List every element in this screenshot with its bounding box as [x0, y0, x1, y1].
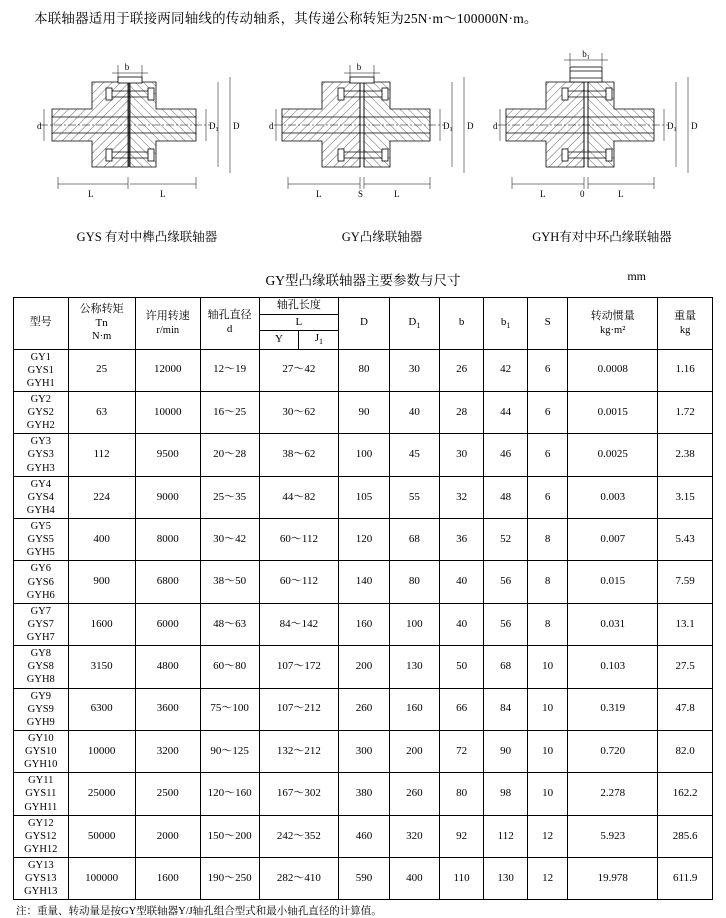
th-model: 型号 [14, 297, 69, 349]
figure-gy-label-L2: L [394, 188, 400, 199]
figure-gy-label-L1: L [316, 188, 322, 199]
cell-weight: 27.5 [658, 646, 713, 688]
cell-b: 26 [440, 349, 484, 391]
cell-model: GY9 GYS9 GYH9 [14, 688, 69, 730]
cell-b: 36 [440, 519, 484, 561]
th-inertia: 转动惯量 kg·m² [568, 297, 658, 349]
cell-torque: 3150 [68, 646, 135, 688]
cell-speed: 3600 [135, 688, 200, 730]
figure-gys-svg [30, 37, 258, 223]
cell-weight: 611.9 [658, 858, 713, 900]
cell-S: 12 [528, 815, 568, 857]
cell-torque: 100000 [68, 858, 135, 900]
figure-gys-caption: GYS 有对中榫凸缘联轴器 [76, 229, 218, 244]
figure-gyh-caption: GYH有对中环凸缘联轴器 [532, 229, 672, 244]
figure-gys-label-L2: L [160, 188, 166, 199]
cell-torque: 63 [68, 391, 135, 433]
cell-S: 6 [528, 476, 568, 518]
cell-weight: 285.6 [658, 815, 713, 857]
cell-D: 200 [339, 646, 389, 688]
table-row [14, 646, 713, 688]
cell-bore-len: 107～172 [259, 646, 339, 688]
intro-paragraph: 本联轴器适用于联接两同轴线的传动轴系，其传递公称转矩为25N·m～100000N·m。 [34, 11, 538, 26]
cell-model: GY8 GYS8 GYH8 [14, 646, 69, 688]
cell-inertia: 0.0025 [568, 434, 658, 476]
cell-bore-dia: 60～80 [200, 646, 259, 688]
th-S: S [528, 297, 568, 349]
table-row [14, 688, 713, 730]
cell-speed: 12000 [135, 349, 200, 391]
cell-bore-dia: 30～42 [200, 519, 259, 561]
figure-gy [268, 37, 496, 223]
cell-bore-dia: 75～100 [200, 688, 259, 730]
cell-D: 140 [339, 561, 389, 603]
cell-bore-len: 44～82 [259, 476, 339, 518]
cell-bore-len: 84～142 [259, 603, 339, 645]
cell-model: GY4 GYS4 GYH4 [14, 476, 69, 518]
cell-speed: 9500 [135, 434, 200, 476]
table-row [14, 815, 713, 857]
cell-model: GY7 GYS7 GYH7 [14, 603, 69, 645]
cell-bore-len: 282～410 [259, 858, 339, 900]
th-torque: 公称转矩 Tn N·m [68, 297, 135, 349]
cell-b: 110 [440, 858, 484, 900]
cell-bore-len: 107～212 [259, 688, 339, 730]
cell-bore-dia: 90～125 [200, 730, 259, 772]
cell-D1: 30 [389, 349, 439, 391]
cell-inertia: 0.031 [568, 603, 658, 645]
parameters-table [13, 297, 713, 901]
cell-S: 10 [528, 773, 568, 815]
cell-weight: 47.8 [658, 688, 713, 730]
figure-gyh-svg [492, 37, 720, 223]
cell-D1: 130 [389, 646, 439, 688]
cell-inertia: 0.015 [568, 561, 658, 603]
cell-b1: 56 [484, 603, 528, 645]
cell-bore-len: 167～302 [259, 773, 339, 815]
cell-bore-dia: 38～50 [200, 561, 259, 603]
cell-bore-dia: 16～25 [200, 391, 259, 433]
table-row [14, 561, 713, 603]
cell-model: GY10 GYS10 GYH10 [14, 730, 69, 772]
figure-gy-svg [268, 37, 496, 223]
cell-S: 8 [528, 561, 568, 603]
figure-gy-label-D: D [467, 120, 474, 131]
cell-model: GY11 GYS11 GYH11 [14, 773, 69, 815]
cell-bore-dia: 25～35 [200, 476, 259, 518]
cell-inertia: 0.319 [568, 688, 658, 730]
cell-inertia: 0.003 [568, 476, 658, 518]
cell-b1: 130 [484, 858, 528, 900]
cell-D1: 260 [389, 773, 439, 815]
cell-D1: 200 [389, 730, 439, 772]
cell-bore-dia: 190～250 [200, 858, 259, 900]
cell-b1: 42 [484, 349, 528, 391]
cell-b1: 52 [484, 519, 528, 561]
cell-b: 28 [440, 391, 484, 433]
figure-gys-label-D: D [233, 120, 240, 131]
cell-weight: 162.2 [658, 773, 713, 815]
cell-torque: 400 [68, 519, 135, 561]
cell-bore-dia: 48～63 [200, 603, 259, 645]
th-weight: 重量 kg [658, 297, 713, 349]
cell-b1: 84 [484, 688, 528, 730]
table-title: GY型凸缘联轴器主要参数与尺寸 [265, 272, 461, 288]
cell-b: 40 [440, 603, 484, 645]
cell-model: GY3 GYS3 GYH3 [14, 434, 69, 476]
cell-speed: 6800 [135, 561, 200, 603]
cell-model: GY6 GYS6 GYH6 [14, 561, 69, 603]
cell-bore-dia: 20～28 [200, 434, 259, 476]
figure-gys-label-d: d [37, 120, 42, 131]
cell-torque: 1600 [68, 603, 135, 645]
cell-inertia: 0.0015 [568, 391, 658, 433]
cell-weight: 82.0 [658, 730, 713, 772]
cell-bore-dia: 150～200 [200, 815, 259, 857]
cell-torque: 25 [68, 349, 135, 391]
cell-inertia: 19.978 [568, 858, 658, 900]
cell-b1: 112 [484, 815, 528, 857]
cell-bore-len: 38～62 [259, 434, 339, 476]
cell-b: 50 [440, 646, 484, 688]
cell-b: 32 [440, 476, 484, 518]
cell-D: 380 [339, 773, 389, 815]
cell-S: 6 [528, 434, 568, 476]
th-D: D [339, 297, 389, 349]
cell-bore-len: 60～112 [259, 561, 339, 603]
cell-D: 590 [339, 858, 389, 900]
cell-inertia: 0.103 [568, 646, 658, 688]
figure-gyh [492, 37, 720, 223]
cell-model: GY12 GYS12 GYH12 [14, 815, 69, 857]
cell-speed: 6000 [135, 603, 200, 645]
cell-torque: 224 [68, 476, 135, 518]
cell-speed: 1600 [135, 858, 200, 900]
cell-inertia: 0.720 [568, 730, 658, 772]
cell-bore-len: 60～112 [259, 519, 339, 561]
cell-weight: 3.15 [658, 476, 713, 518]
figure-gyh-label-L1: L [540, 188, 546, 199]
cell-torque: 6300 [68, 688, 135, 730]
table-row [14, 603, 713, 645]
cell-model: GY5 GYS5 GYH5 [14, 519, 69, 561]
table-row [14, 773, 713, 815]
cell-D: 100 [339, 434, 389, 476]
cell-b: 92 [440, 815, 484, 857]
cell-D1: 55 [389, 476, 439, 518]
table-row [14, 519, 713, 561]
cell-D1: 68 [389, 519, 439, 561]
figure-gyh-label-b1: $b_1$ [582, 48, 590, 61]
figure-gy-caption: GY凸缘联轴器 [341, 229, 423, 244]
th-bore-len: 轴孔长度 [259, 297, 339, 314]
figure-gyh-label-D1: $D_1$ [667, 120, 677, 133]
cell-D: 90 [339, 391, 389, 433]
cell-D: 120 [339, 519, 389, 561]
cell-b: 30 [440, 434, 484, 476]
th-bore-len-Y: Y [259, 331, 299, 349]
cell-model: GY2 GYS2 GYH2 [14, 391, 69, 433]
cell-D: 260 [339, 688, 389, 730]
cell-S: 8 [528, 603, 568, 645]
cell-speed: 4800 [135, 646, 200, 688]
cell-S: 10 [528, 688, 568, 730]
th-b1: $b_1$ [484, 297, 528, 349]
figure-gy-label-d: d [269, 120, 274, 131]
figure-gys-label-L1: L [88, 188, 94, 199]
th-bore-len-sym: L [259, 314, 339, 331]
cell-S: 8 [528, 519, 568, 561]
cell-b: 66 [440, 688, 484, 730]
cell-model: GY13 GYS13 GYH13 [14, 858, 69, 900]
cell-weight: 1.16 [658, 349, 713, 391]
cell-D: 105 [339, 476, 389, 518]
cell-bore-len: 242～352 [259, 815, 339, 857]
cell-D1: 80 [389, 561, 439, 603]
cell-weight: 13.1 [658, 603, 713, 645]
cell-speed: 3200 [135, 730, 200, 772]
cell-speed: 10000 [135, 391, 200, 433]
cell-D1: 320 [389, 815, 439, 857]
cell-torque: 900 [68, 561, 135, 603]
table-row [14, 858, 713, 900]
figure-gys-label-b: b [124, 61, 130, 72]
cell-b1: 46 [484, 434, 528, 476]
cell-speed: 9000 [135, 476, 200, 518]
cell-D: 80 [339, 349, 389, 391]
cell-bore-dia: 120～160 [200, 773, 259, 815]
cell-inertia: 2.278 [568, 773, 658, 815]
cell-torque: 10000 [68, 730, 135, 772]
cell-speed: 2000 [135, 815, 200, 857]
table-row [14, 391, 713, 433]
cell-model: GY1 GYS1 GYH1 [14, 349, 69, 391]
table-row [14, 476, 713, 518]
cell-weight: 7.59 [658, 561, 713, 603]
cell-weight: 2.38 [658, 434, 713, 476]
cell-inertia: 5.923 [568, 815, 658, 857]
cell-D1: 400 [389, 858, 439, 900]
cell-S: 10 [528, 730, 568, 772]
th-bore-len-J1: $J_1$ [299, 331, 339, 349]
cell-b: 80 [440, 773, 484, 815]
cell-b1: 48 [484, 476, 528, 518]
table-row [14, 434, 713, 476]
table-row [14, 349, 713, 391]
figure-gy-label-S: S [358, 188, 364, 199]
figure-gy-label-b: b [356, 61, 362, 72]
cell-torque: 50000 [68, 815, 135, 857]
cell-weight: 5.43 [658, 519, 713, 561]
table-body [14, 349, 713, 900]
cell-S: 6 [528, 391, 568, 433]
figure-gyh-label-D: D [691, 120, 698, 131]
cell-b1: 90 [484, 730, 528, 772]
cell-S: 12 [528, 858, 568, 900]
cell-speed: 2500 [135, 773, 200, 815]
table-header-row-1 [14, 297, 713, 314]
th-b: b [440, 297, 484, 349]
cell-b1: 68 [484, 646, 528, 688]
cell-D: 300 [339, 730, 389, 772]
cell-D1: 160 [389, 688, 439, 730]
cell-bore-len: 30～62 [259, 391, 339, 433]
figure-captions [12, 227, 714, 255]
cell-b: 72 [440, 730, 484, 772]
cell-speed: 8000 [135, 519, 200, 561]
cell-b1: 44 [484, 391, 528, 433]
th-D1: $D_1$ [389, 297, 439, 349]
table-title-row [12, 269, 714, 289]
figure-gy-label-D1: $D_1$ [443, 120, 453, 133]
cell-D1: 45 [389, 434, 439, 476]
th-bore-dia: 轴孔直径 d [200, 297, 259, 349]
cell-bore-dia: 12～19 [200, 349, 259, 391]
th-speed: 许用转速 r/min [135, 297, 200, 349]
cell-bore-len: 27～42 [259, 349, 339, 391]
figure-gyh-label-ring: 0 [580, 188, 585, 199]
figure-group [12, 37, 714, 227]
cell-b1: 56 [484, 561, 528, 603]
figure-gys-label-D1: $D_1$ [209, 120, 219, 133]
cell-b: 40 [440, 561, 484, 603]
cell-D: 160 [339, 603, 389, 645]
figure-gys [30, 37, 258, 223]
cell-weight: 1.72 [658, 391, 713, 433]
cell-D1: 40 [389, 391, 439, 433]
figure-gyh-label-L2: L [618, 188, 624, 199]
cell-D: 460 [339, 815, 389, 857]
table-row [14, 730, 713, 772]
figure-gyh-label-d: d [493, 120, 498, 131]
cell-torque: 112 [68, 434, 135, 476]
cell-S: 10 [528, 646, 568, 688]
cell-D1: 100 [389, 603, 439, 645]
cell-b1: 98 [484, 773, 528, 815]
cell-inertia: 0.0008 [568, 349, 658, 391]
cell-inertia: 0.007 [568, 519, 658, 561]
cell-S: 6 [528, 349, 568, 391]
table-note: 注：重量、转动量是按GY型联轴器Y/J轴孔组合型式和最小轴孔直径的计算值。 [16, 906, 382, 918]
cell-bore-len: 132～212 [259, 730, 339, 772]
table-unit: mm [627, 268, 646, 283]
cell-torque: 25000 [68, 773, 135, 815]
